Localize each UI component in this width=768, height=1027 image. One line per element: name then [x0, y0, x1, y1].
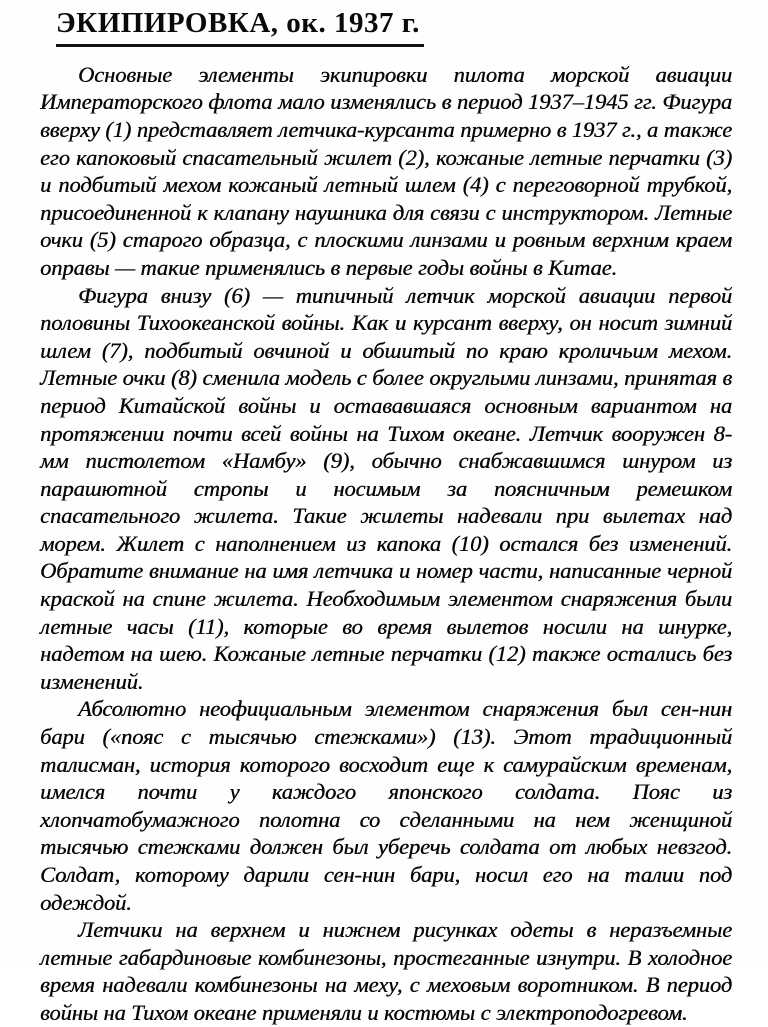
paragraph-lower-figure: Фигура внизу (6) — типичный летчик морской авиации первой половины Тихоокеанской войны. Как и курсант вверху, он носит зимний шлем (7), подбитый овчиной и обшитый по краю кроличьим мехом. Летные очки (8) сменила модель с более округлыми линзами, принятая в период Китайской войны и остававшаяся основным вариантом на протяжении почти всей войны на Тихом океане. Летчик вооружен 8-мм пистолетом «Намбу» (9), обычно снабжавшимся шнуром из парашютной стропы и носимым за поясничным ремешком спасательного жилета. Такие жилеты надевали при вылетах над морем. Жилет с наполнением из капока (10) остался без изменений. Обратите внимание на имя летчика и номер части, написанные черной краской на спине жилета. Необходимым элементом снаряжения были летные часы (11), которые во время вылетов носили на шнурке, надетом на шею. Кожаные летные перчатки (12) также остались без изменений.: [40, 282, 732, 694]
paragraph-intro: Основные элементы экипировки пилота морской авиации Императорского флота мало изменялись в период 1937–1945 гг. Фигура вверху (1) представляет летчика-курсанта примерно в 1937 г., а также его капоковый спасательный жилет (2), кожаные летные перчатки (3) и подбитый мехом кожаный летный шлем (4) с переговорной трубкой, присоединенной к клапану наушника для связи с инструктором. Летные очки (5) старого образца, с плоскими линзами и ровным верхним краем оправы — такие применялись в первые годы войны в Китае.: [40, 61, 732, 280]
document-body: [40, 61, 732, 1027]
paragraph-sennin-bari: Абсолютно неофициальным элементом снаряжения был сен-нин бари («пояс с тысячью стежками») (13). Этот традиционный талисман, история которого восходит еще к самурайским временам, имелся почти у каждого японского солдата. Пояс из хлопчатобумажного полотна со сделанными на нем женщиной тысячью стежками должен был уберечь солдата от любых невзгод. Солдат, которому дарили сен-нин бари, носил его на талии под одеждой.: [40, 696, 732, 915]
page-title: ЭКИПИРОВКА, ок. 1937 г.: [56, 6, 424, 47]
paragraph-flight-suits: Летчики на верхнем и нижнем рисунках одеты в неразъемные летные габардиновые комбинезоны, простеганные изнутри. В холодное время надевали комбинезоны на меху, с меховым воротником. В период войны на Тихом океане применяли и костюмы с электроподогревом.: [40, 917, 732, 1025]
